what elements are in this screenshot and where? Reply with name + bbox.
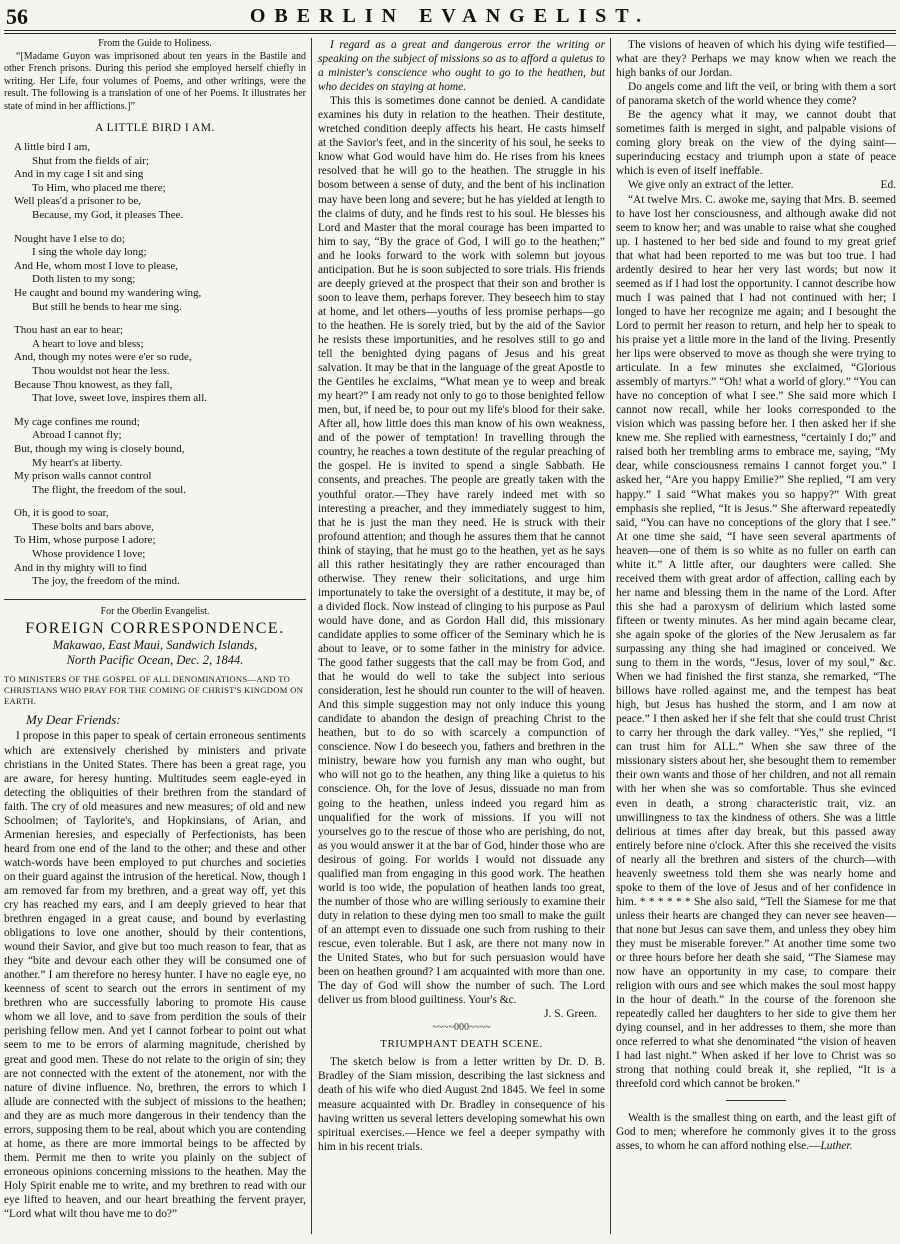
- divider: [726, 1100, 786, 1101]
- poem-line: Thou wouldst not hear the less.: [32, 364, 170, 377]
- poem-line: My heart's at liberty.: [32, 456, 123, 469]
- section-title: FOREIGN CORRESPONDENCE.: [25, 620, 285, 638]
- salutation: My Dear Friends:: [26, 712, 121, 728]
- poem-line: A little bird I am,: [14, 141, 91, 154]
- signature: J. S. Green.: [544, 1008, 597, 1021]
- poem-line: Well pleas'd a prisoner to be,: [14, 195, 141, 208]
- dateline: North Pacific Ocean, Dec. 2, 1844.: [66, 653, 244, 668]
- lead-paragraph: I regard as a great and dangerous error the writing or speaking on the subject of missions so as to afford a quietus to a minister's conscience who ought to go to the heathen, but who decides on staying at home.: [318, 39, 605, 94]
- poem-line: A heart to love and bless;: [32, 337, 144, 350]
- poem-stanza: [4, 233, 306, 315]
- column-1: [4, 38, 306, 1234]
- divider: [4, 599, 306, 600]
- poem-line: But still he bends to hear me sing.: [32, 300, 182, 313]
- poem-line: Thou hast an ear to hear;: [14, 324, 124, 337]
- header-rule: [4, 30, 896, 31]
- poem-title: A LITTLE BIRD I AM.: [95, 122, 215, 134]
- article-intro: The sketch below is from a letter written by Dr. D. B. Bradley of the Siam mission, describing the last sickness and death of his wife who died August 2nd 1845. We feel in some measure acquainted with Dr. Bradley in consequence of his having written us several letters developing somewhat his own spiritual exercises.—Hence we feel a deeper sympathy with him in his recent trials.: [318, 1056, 605, 1153]
- poem-line: My cage confines me round;: [14, 415, 140, 428]
- closing-author: Luther.: [820, 1139, 853, 1152]
- poem-line: To Him, who placed me there;: [32, 181, 166, 194]
- poem-line: And in my cage I sit and sing: [14, 168, 144, 181]
- column-divider: [610, 38, 611, 1234]
- poem-line: Because, my God, it pleases Thee.: [32, 209, 184, 222]
- poem-line: He caught and bound my wandering wing,: [14, 286, 202, 299]
- source-line: For the Oberlin Evangelist.: [100, 605, 210, 617]
- ornament: ~~~~000~~~~: [432, 1022, 491, 1034]
- poem-stanza: [4, 507, 306, 589]
- page-number: 56: [6, 4, 28, 29]
- editor-mark: Ed.: [880, 179, 896, 192]
- poem-stanza: [4, 416, 306, 498]
- poem-line: Because Thou knowest, as they fall,: [14, 378, 173, 391]
- closing-quote: [616, 1111, 896, 1153]
- poem-line: Abroad I cannot fly;: [32, 429, 122, 442]
- article-paragraph: Do angels come and lift the veil, or bring with them a sort of panorama sketch of the world whence they come?: [616, 81, 896, 108]
- poem-line: And, though my notes were e'er so rude,: [14, 351, 192, 364]
- poem-line: Shut from the fields of air;: [32, 154, 150, 167]
- poem-line: These bolts and bars above,: [32, 520, 154, 533]
- address-line: TO MINISTERS OF THE GOSPEL OF ALL DENOMINATIONS—AND TO CHRISTIANS WHO PRAY FOR THE COMING OF CHRIST'S KINGDOM ON EARTH.: [4, 674, 304, 707]
- extract-text: We give only an extract of the letter.: [628, 179, 794, 192]
- letter-body: I propose in this paper to speak of certain erroneous sentiments which are extensively cherished by ministers and private christians in the United States. There has been a great rage, you are aware, for heresy hunting. Multitudes seem eagle-eyed in detecting the obliquities of their brethren from the standard of faith. The cry of old measures and new measures; of old and new Schoolmen; of Taylorite's, and Hopkinsians, of Arian, and Armenian heresies, and especially of Perfectionists, has been heard from one end of the land to the other; and these and other watch-words have been employed to put churches and societies on their guard against the intrusion of the heretical. Now, though I am removed far from my brethren, and a great way off, yet this cry has reached my ears, and I am deeply grieved to hear that brethren engaged in a great cause, and bound by everlasting obligations to love one another, should by their contentions, wound their Savior, and give but too much reason to fear, that as they “bite and devour each other they will be consumed one of another.” I am therefore no heresy hunter. I have no eagle eye, no keenness of scent to search out the errors in sentiment of my brethren who are successfully laboring to promote His cause whom we all love, and to save from perdition the souls of their perishing fellow men. And yet I cannot forbear to point out what seem to me to be errors of alarming magnitude, cherished by great and good men. These do not relate to the origin of sin; they are not connected with the extent of the atonement, nor with the nature of divine influence. No, brethren, the errors to which I allude are connected with the subject of missions to the heathen; and they are as much more dangerous in their tendency than the errors, supposing them to be real, about which you are contending at home, as there are more immortal beings to be affected by them. Permit me then to write you plainly on the subject of erroneous opinions concerning missions to the heathen. May the Holy Spirit enable me to write, and my brethren to read with our eye lifted to heaven, and our heart breathing the fervent prayer, “Lord what wilt thou have me to do?”: [4, 730, 306, 1221]
- poem-line: My prison walls cannot control: [14, 470, 152, 483]
- source-line: From the Guide to Holiness.: [98, 38, 212, 49]
- section-title: TRIUMPHANT DEATH SCENE.: [380, 1038, 543, 1051]
- poem-line: And in thy mighty will to find: [14, 561, 147, 574]
- poem-line: The flight, the freedom of the soul.: [32, 483, 186, 496]
- poem-line: Whose providence I love;: [32, 548, 146, 561]
- poem-line: That love, sweet love, inspires them all.: [32, 392, 208, 405]
- letter-extract: “At twelve Mrs. C. awoke me, saying that Mrs. B. seemed to have lost her consciousness, and although awake did not seem to know her; and was unable to raise what she coughed up. I hastened to her bed side and found to my great grief that what had been reported to me was but too true. I had ardently desired to hear her very last words; but now it seemed as if I had lost the opportunity. I cannot describe how much I was pained that I had not continued with her; I longed to have her recognize me again; and I besought the Lord to permit her reason to return, and help her to speak to his praise yet a little more in the land of the living. Presently her lips were observed to move as though she were trying to articulate. In a few minutes she exclaimed, “Glorious assembly of martyrs.” “Oh! what a world of glory.” “You can have no conception of what I see.” She said more which I cannot now recall, while her looks corresponded to the vision which was passing before her. I then asked her if she knew me. She replied with earnestness, “certainly I do;” and raised both her trembling arms to embrace me, saying, “My dear, while consciousness remains I cannot forget you.” I asked her, “Are you happy Emilie?” She replied, “I am very happy.” I said “What makes you so happy?” With great emphasis she replied, “It is Jesus.” She afterward repeatedly said, “You can have no conceptions of the glory that I see.” At one time she said, “I have seen several apartments of heaven—one of them is so white as no fuller on earth can white it.” A little after, our daughters were called. She received them with great ardor of affection, calling each by her name and blessing them in the name of the Lord. After this she had a paroxysm of delirium which lasted some fifteen or twenty minutes. As her mind again became clear, she again spoke of the glories of the New Jerusalem as far surpassing any thing she had imagined or conceived. We sung to them in the words, “Jesus, lover of my soul,” &c. When we had finished the first stanza, she remarked, “The billows have rolled against me, and the tempest has beat high, but Jesus has hushed the storm, and I am now at peace.” I then asked her if she felt that she could trust Christ to carry her through the dark valley. “Yes,” she replied, “I can trust him for ALL.” When she saw three of the missionary sisters about her, she besought them to remember their own wants and those of her children, and not all remain with her when she was so comfortable. Thus she evinced even in death, a strong characteristic trait, viz. an unwillingness to tax the kindness of others. She was a little delirious at times after day break, but this passed away entirely before nine o'clock. After this she received the visits of nearly all the brethren and sisters of the church—with heavenly sweetness told them she was nearly home and spoke to them of the love of Jesus and of her confidence in him. * * * * * * She also said, “Tell the Siamese for me that unless their hearts are changed they can never see heaven—that none but Jesus can save them, and unless they obey him they must be miserable forever.” At another time some two or three hours before her death she said, “The Siamese may now have an opportunity in my case, to compare their religion with ours and see which makes the soul most happy in the hour of death.” In the course of the forenoon she repeatedly called her daughters to her side to give them her dying counsel, and in her addresses to them, she more than once referred to what she denominated “the vision of heaven I had last night.” When asked if her love to Christ was so strong that nothing could break it, she replied, “It is a threefold cord which cannot be broken.”: [616, 193, 896, 1091]
- poem-stanza: [4, 324, 306, 406]
- article-body: This this is sometimes done cannot be denied. A candidate examines his duty in relation to the heathen. Their destitute, wretched condition deeply affects his heart. He casts himself at the Savior's feet, and in the sincerity of his soul, he seeks to know what God would have him do. He rises from his knees resolved that he will go to the heathen. The struggle in his bosom between a sense of duty, and the bent of his inclination may have been long and severe; but he has yielded at length to the claims of duty, and he finds rest to his soul. He blesses his Lord and Master that the moral courage has been imparted to him to say, “By the grace of God, I will go to the heathen;” and he looks forward to the work with solemn but joyous anticipation. But he is soon subjected to sore trials. His friends are deeply grieved at the prospect that their son and brother is soon to leave them, perhaps forever. They beseech him to stay at home, and let others—youths of less promise perhaps—go to the heathen. He is sorely tried, but by the aid of the Savior he resists these importunities, and he resolves still to go and tell the benighted dying pagans of Jesus and his great salvation. It may be that in the language of the great Apostle to the Gentiles he exclaims, “What mean ye to weep and break my heart?” I am ready not only to go to those benighted fellow men, but, if need be, to pour out my life's blood for their sake. After all, how little does this man know of his own weakness, and of the power of temptation! In travelling through the country, he reaches a town destitute of the regular preaching of the gospel. He is invited to spend a single Sabbath. He consents, and preaches. The people are greatly taken with the youthful orator.—They have rarely indeed met with so interesting a preacher, and they immediately suggest to him, that he is just the man they need. He is struck with their profound attention; and though he assures them that he cannot think of staying, that he must go to the heathen, yet as he says all this rather hesitatingly they are rather encouraged than otherwise. They renew their solicitations, and urge him importunately to take the oversight of a destitute, it may be, of a divided flock. Now instead of clinging to his purpose as Paul would have done, and as Gordon Hall did, this missionary candidate applies to some officer of the Seminary which he is about to leave, or to some father in the ministry for advice. The good father suggests that the call may be from God, and that he would do well to take the subject into serious consideration, lest he should run counter to the will of heaven. And this simple suggestion may not only induce this young candidate to abandon the design of preaching Christ to the heathen, but to do so with scarcely a compunction of conscience. Now I do beseech you, fathers and brethren in the ministry, beware how you furnish any man who ought, but who will not go to the heathen, any thing like a quietus to his conscience. Oh, for the love of Jesus, dissuade no man from going to the heathen, unless indeed you regard him as unqualified for the work of missions. If you will not yourselves go to the rescue of those who are perishing, do not, as you would answer it at the bar of God, hinder those who are desirous of going. For worlds I would not dissuade any qualified man from engaging in this good work. The heathen world is too wide, the population of heathen lands too great, the number of those who are willing seriously to examine their duty in relation to these dying men too small to make the guilt of an attempt even to dissuade one such from rushing to their rescue, even tolerable. But I ask, are there not many now in the United States, who but for such persuasion would have been on heathen ground? I am acquainted with more than one. The day of God will show the number of such. The Lord deliver us from blood guiltiness. Your's &c.: [318, 95, 605, 1007]
- poem-intro: “[Madame Guyon was imprisoned about ten years in the Bastile and other French prisons. During this period she employed herself chiefly in writing. Her Life, four volumes of Poems, and other writings, were the result. The following is a translation of one of her Poems. It illustrates her state of mind in her afflictions.]”: [4, 50, 306, 112]
- masthead: [0, 0, 900, 32]
- column-divider: [311, 38, 312, 1234]
- poem-line: The joy, the freedom of the mind.: [32, 575, 180, 588]
- poem-line: But, though my wing is closely bound,: [14, 442, 185, 455]
- column-2: [318, 38, 605, 1234]
- poem-line: I sing the whole day long;: [32, 246, 147, 259]
- article-paragraph: Be the agency what it may, we cannot doubt that sometimes faith is merged in sight, and palpable visions of coming glory break on the view of the dying saint—superinducing ecstacy and triumph upon a state of peace which is even of itself ineffable.: [616, 109, 896, 178]
- column-3: [616, 38, 896, 1234]
- poem-line: Nought have I else to do;: [14, 232, 125, 245]
- extract-note: [616, 178, 896, 192]
- poem-line: Doth listen to my song;: [32, 273, 136, 286]
- poem-line: Oh, it is good to soar,: [14, 507, 109, 520]
- poem-line: And He, whom most I love to please,: [14, 259, 179, 272]
- article-paragraph: The visions of heaven of which his dying wife testified—what are they? Perhaps we may know when we reach the high banks of our Jordan.: [616, 39, 896, 80]
- poem: [4, 141, 306, 589]
- dateline: Makawao, East Maui, Sandwich Islands,: [52, 638, 258, 653]
- running-title: OBERLIN EVANGELIST.: [249, 5, 651, 27]
- closing-text: Wealth is the smallest thing on earth, and the least gift of God to men; wherefore he commonly gives it to the gross asses, to whom he can afford nothing else.—: [616, 1111, 896, 1152]
- header-rule-double: [4, 33, 896, 34]
- poem-stanza: [4, 141, 306, 223]
- poem-line: To Him, whose purpose I adore;: [14, 534, 156, 547]
